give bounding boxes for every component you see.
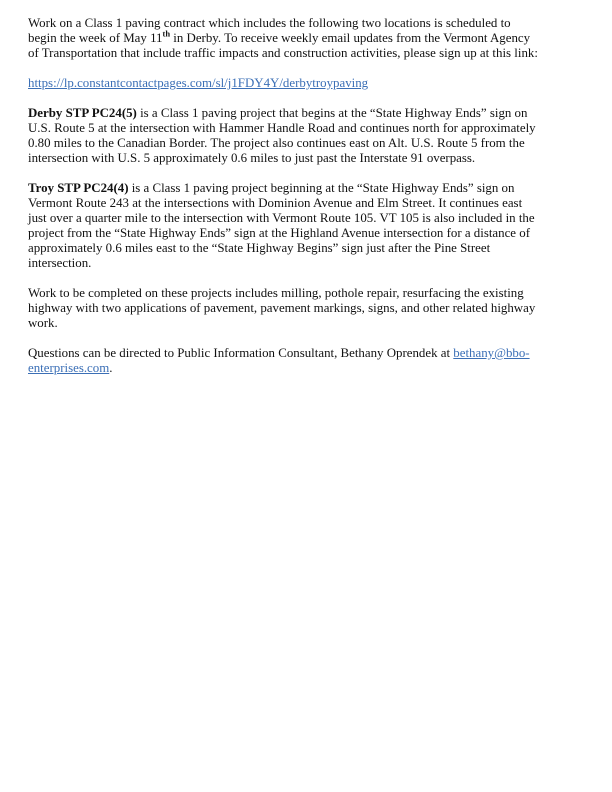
contact-email-link[interactable]: bethany@bbo-enterprises.com bbox=[28, 346, 530, 375]
work-description: Work to be completed on these projects includes milling, pothole repair, resurfacing the existing highway with two applications of pavement, pavement markings, signs, and other related highway work. bbox=[28, 286, 536, 330]
signup-link-paragraph bbox=[28, 76, 540, 91]
questions-period: . bbox=[109, 361, 113, 375]
intro-text-end: in Derby. To receive weekly email updates from the Vermont Agency of Transportation that include traffic impacts and construction activities, please sign up at this link: bbox=[28, 31, 538, 60]
derby-paragraph bbox=[28, 106, 540, 166]
derby-project-description: is a Class 1 paving project that begins at the “State Highway Ends” sign on U.S. Route 5 at the intersection with Hammer Handle Road and continues north for approximately 0.80 miles to the Canadian Border. The project also continues east on Alt. U.S. Route 5 from the intersection with U.S. 5 approximately 0.6 miles to just past the Interstate 91 overpass. bbox=[28, 106, 536, 165]
troy-paragraph bbox=[28, 181, 540, 271]
intro-text-start: Work on a Class 1 paving contract which includes the following two locations is scheduled to begin the week of May 11 bbox=[28, 16, 511, 45]
intro-superscript: th bbox=[162, 28, 171, 39]
intro-paragraph bbox=[28, 16, 540, 61]
questions-paragraph bbox=[28, 346, 540, 376]
troy-project-title: Troy STP PC24(4) bbox=[28, 181, 129, 195]
questions-text: Questions can be directed to Public Information Consultant, Bethany Oprendek at bbox=[28, 346, 454, 360]
work-paragraph bbox=[28, 286, 540, 331]
signup-link[interactable]: https://lp.constantcontactpages.com/sl/j1FDY4Y/derbytroypaving bbox=[28, 76, 369, 90]
derby-project-title: Derby STP PC24(5) bbox=[28, 106, 137, 120]
troy-project-description: is a Class 1 paving project beginning at the “State Highway Ends” sign on Vermont Route 243 at the intersections with Dominion Avenue and Elm Street. It continues east just over a quarter mile to the intersection with Vermont Route 105. VT 105 is also included in the project from the “State Highway Ends” sign at the Highland Avenue intersection for a distance of approximately 0.6 miles east to the “State Highway Begins” sign just after the Pine Street intersection. bbox=[28, 181, 535, 270]
